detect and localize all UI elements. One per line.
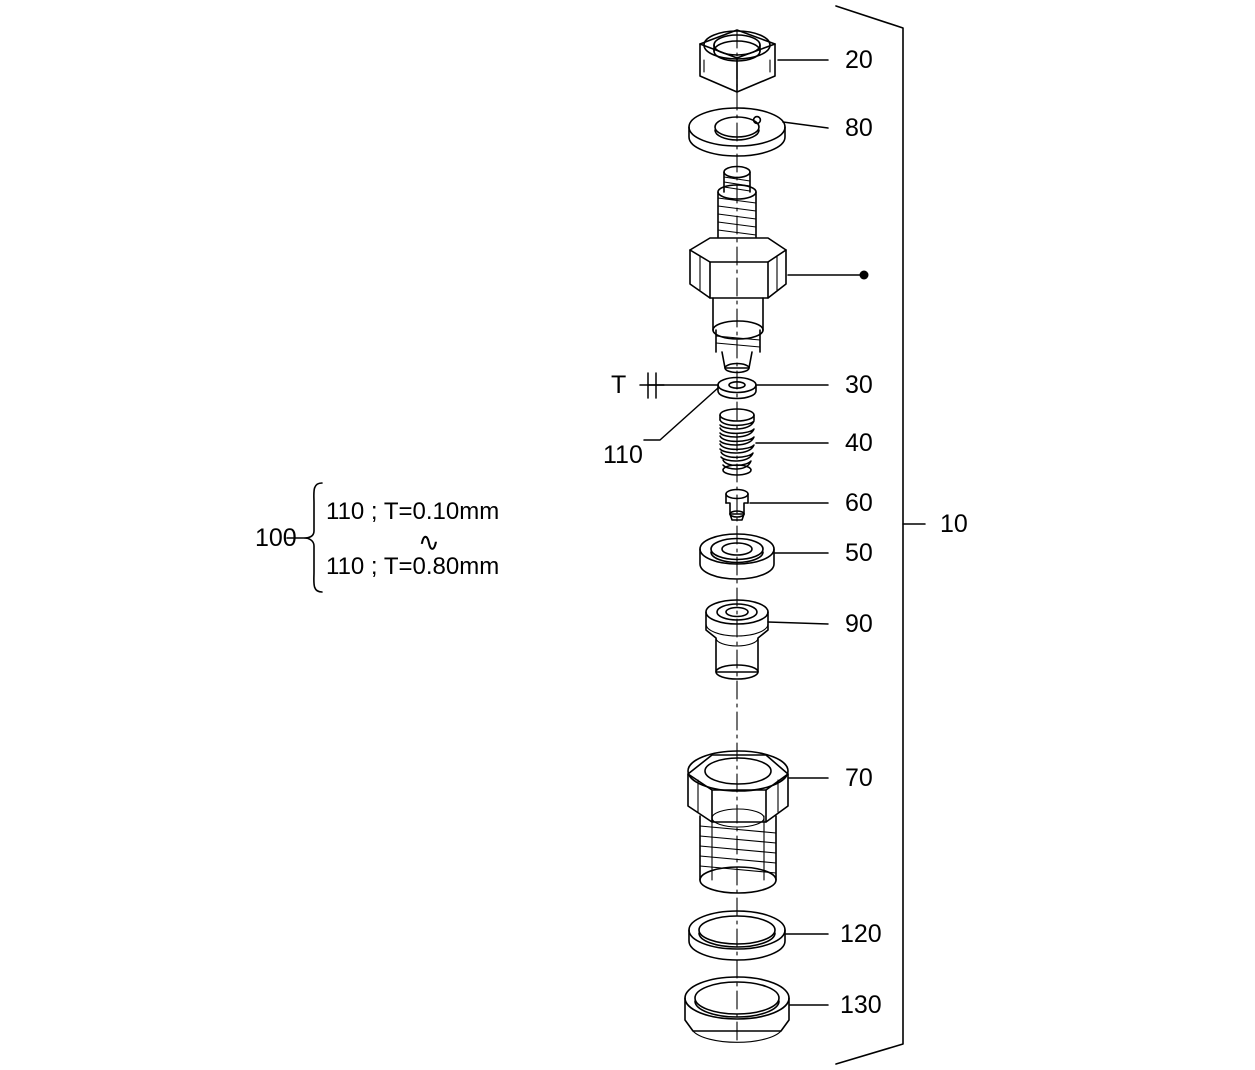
note-line-1: 110 ; T=0.10mm — [326, 498, 500, 525]
thickness-dimension — [640, 373, 718, 398]
callout-label-120: 120 — [840, 920, 882, 948]
callout-label-90: 90 — [845, 610, 873, 638]
callout-label-80: 80 — [845, 114, 873, 142]
part-nozzle-body — [690, 167, 786, 373]
part-70-hex-body — [688, 751, 788, 893]
callout-label-130: 130 — [840, 991, 882, 1019]
note-range-separator: ∿ — [418, 527, 440, 557]
callout-label-10: 10 — [940, 510, 968, 538]
callout-label-20: 20 — [845, 46, 873, 74]
assembly-bracket — [836, 6, 903, 1064]
callout-label-40: 40 — [845, 429, 873, 457]
callout-label-110: 110 — [603, 441, 643, 469]
callout-label-70: 70 — [845, 764, 873, 792]
callout-label-60: 60 — [845, 489, 873, 517]
leader-lines — [644, 60, 925, 1005]
note-line-2: 110 ; T=0.80mm — [326, 553, 500, 580]
callout-label-30: 30 — [845, 371, 873, 399]
callout-label-50: 50 — [845, 539, 873, 567]
note-group-label: 100 — [255, 524, 297, 552]
thickness-symbol-label: T — [611, 371, 627, 399]
